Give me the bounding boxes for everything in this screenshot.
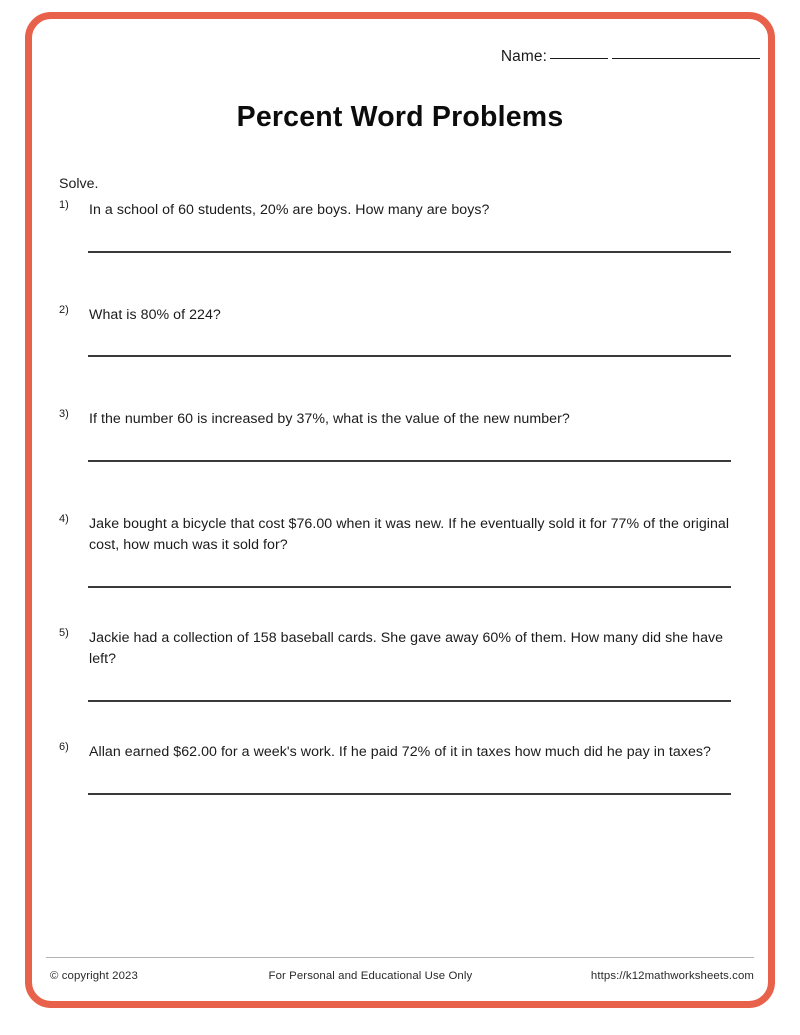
answer-line[interactable] — [88, 251, 731, 253]
copyright-text: © copyright 2023 — [50, 970, 138, 982]
problem-body — [59, 742, 739, 764]
problem-body — [59, 409, 739, 431]
name-field-row — [501, 48, 760, 66]
problem-number: 1) — [59, 199, 69, 211]
problem-number: 3) — [59, 408, 69, 421]
problem-text: What is 80% of 224? — [89, 306, 221, 323]
problem-body — [59, 200, 739, 222]
problem-text: If the number 60 is increased by 37%, what is the value of the new number? — [89, 411, 570, 428]
problem-text: In a school of 60 students, 20% are boys. How many are boys? — [89, 202, 490, 218]
problem-list — [59, 200, 739, 795]
problem-number: 2) — [59, 303, 69, 316]
problem-body — [59, 628, 739, 671]
usage-notice-text: For Personal and Educational Use Only — [268, 970, 473, 982]
problem-text: Jake bought a bicycle that cost $76.00 when it was new. If he eventually sold it for 77% of the original cost, how much was it sold for? — [89, 515, 730, 554]
answer-line[interactable] — [88, 355, 731, 357]
footer-divider — [46, 957, 754, 958]
problem-body — [59, 305, 739, 327]
instruction-text: Solve. — [59, 176, 99, 192]
problem-item — [59, 628, 739, 702]
problem-item — [59, 305, 739, 358]
page-footer — [50, 970, 754, 982]
answer-line[interactable] — [88, 793, 731, 795]
problem-text: Allan earned $62.00 for a week's work. If he paid 72% of it in taxes how much did he pay in taxes? — [89, 744, 711, 761]
answer-line[interactable] — [88, 700, 731, 702]
problem-item — [59, 200, 739, 253]
problem-body — [59, 514, 739, 557]
problem-item — [59, 742, 739, 795]
answer-line[interactable] — [88, 460, 731, 462]
name-label: Name: — [500, 48, 547, 65]
answer-line[interactable] — [88, 586, 731, 588]
name-blank-long[interactable] — [612, 58, 760, 59]
problem-text: Jackie had a collection of 158 baseball cards. She gave away 60% of them. How many did she have left? — [89, 629, 724, 668]
problem-number: 4) — [59, 512, 69, 525]
problem-item — [59, 409, 739, 462]
website-url: https://k12mathworksheets.com — [590, 970, 754, 982]
problem-item — [59, 514, 739, 588]
name-blank-short[interactable] — [550, 58, 608, 59]
problem-number: 6) — [59, 741, 69, 754]
page-title: Percent Word Problems — [236, 101, 564, 133]
problem-number: 5) — [59, 626, 69, 639]
